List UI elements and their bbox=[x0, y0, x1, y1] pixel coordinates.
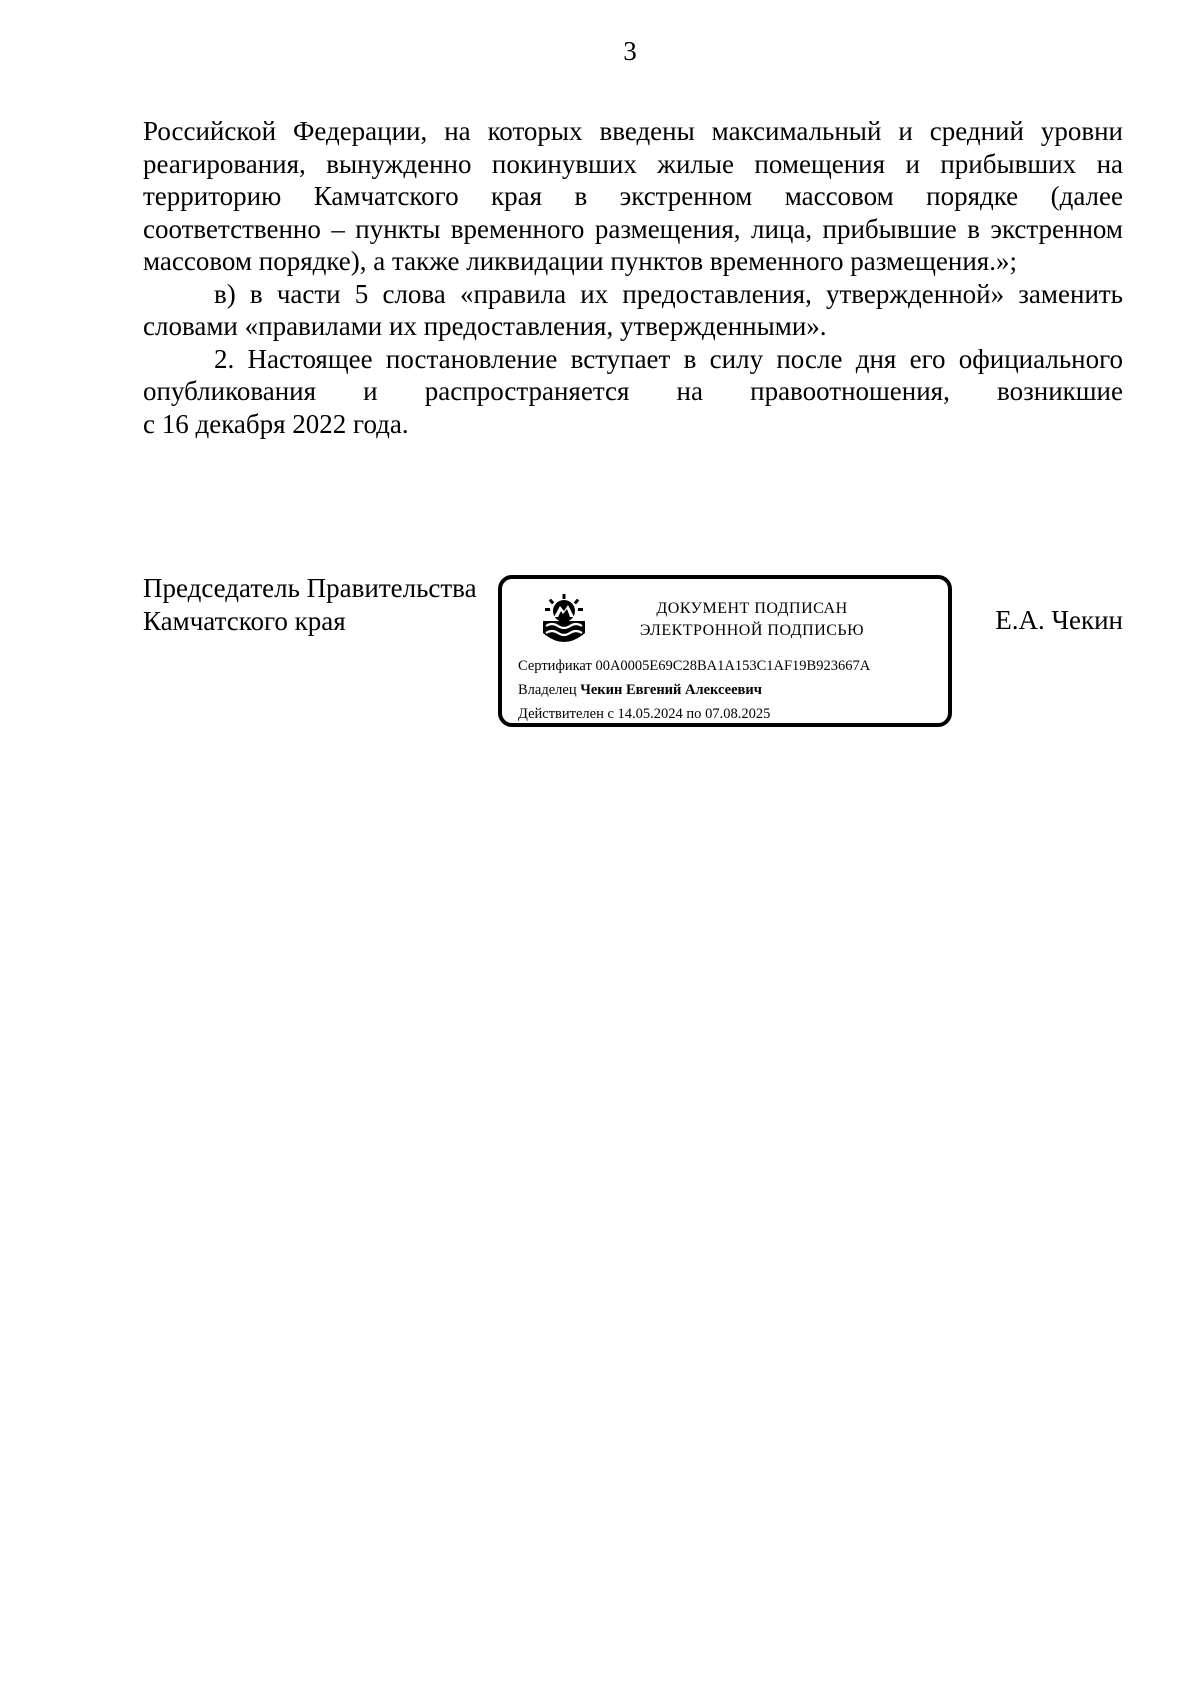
paragraph-continuation: Российской Федерации, на которых введены максимальный и средний уровни реагирования, вынужденно покинувших жилые помещения и прибывших на территорию Камчатского края в экстренном массовом порядке (далее соответственно – пункты временного размещения, лица, прибывшие в экстренном массовом порядке), а также ликвидации пунктов временного размещения.»; bbox=[143, 116, 1123, 276]
signatory-name: Е.А. Чекин bbox=[995, 605, 1123, 635]
paragraph-amendment-v: в) в части 5 слова «правила их предоставления, утвержденной» заменить словами «правилами их предоставления, утвержденными». bbox=[143, 278, 1123, 341]
page-number: 3 bbox=[623, 36, 637, 66]
certificate-label: Сертификат bbox=[518, 658, 592, 674]
signatory-position-line1: Председатель Правительства bbox=[143, 573, 477, 603]
owner-label: Владелец bbox=[518, 682, 577, 698]
signatory-position bbox=[143, 572, 477, 637]
valid-to: 07.08.2025 bbox=[705, 706, 771, 722]
paragraph-entry-into-force: 2. Настоящее постановление вступает в силу после дня его официального опубликования и распространяется на правоотношения, возникшие bbox=[143, 343, 1123, 406]
owner-value: Чекин Евгений Алексеевич bbox=[580, 682, 762, 698]
stamp-validity bbox=[518, 706, 770, 723]
certificate-value: 00A0005E69C28BA1A153C1AF19B923667A bbox=[595, 658, 871, 674]
document-body bbox=[143, 115, 1123, 440]
valid-to-label: по bbox=[686, 706, 702, 722]
stamp-title-line1: ДОКУМЕНТ ПОДПИСАН bbox=[656, 600, 848, 617]
signatory-position-line2: Камчатского края bbox=[143, 605, 346, 636]
paragraph-effective-date: с 16 декабря 2022 года. bbox=[143, 408, 409, 439]
kamchatka-coat-of-arms-icon bbox=[540, 593, 588, 647]
stamp-certificate bbox=[518, 658, 870, 675]
stamp-owner bbox=[518, 682, 762, 699]
electronic-signature-stamp bbox=[498, 575, 952, 727]
stamp-title-line2: ЭЛЕКТРОННОЙ ПОДПИСЬЮ bbox=[639, 622, 865, 639]
valid-label: Действителен с bbox=[518, 706, 614, 722]
valid-from: 14.05.2024 bbox=[617, 706, 683, 722]
stamp-title bbox=[602, 598, 902, 642]
